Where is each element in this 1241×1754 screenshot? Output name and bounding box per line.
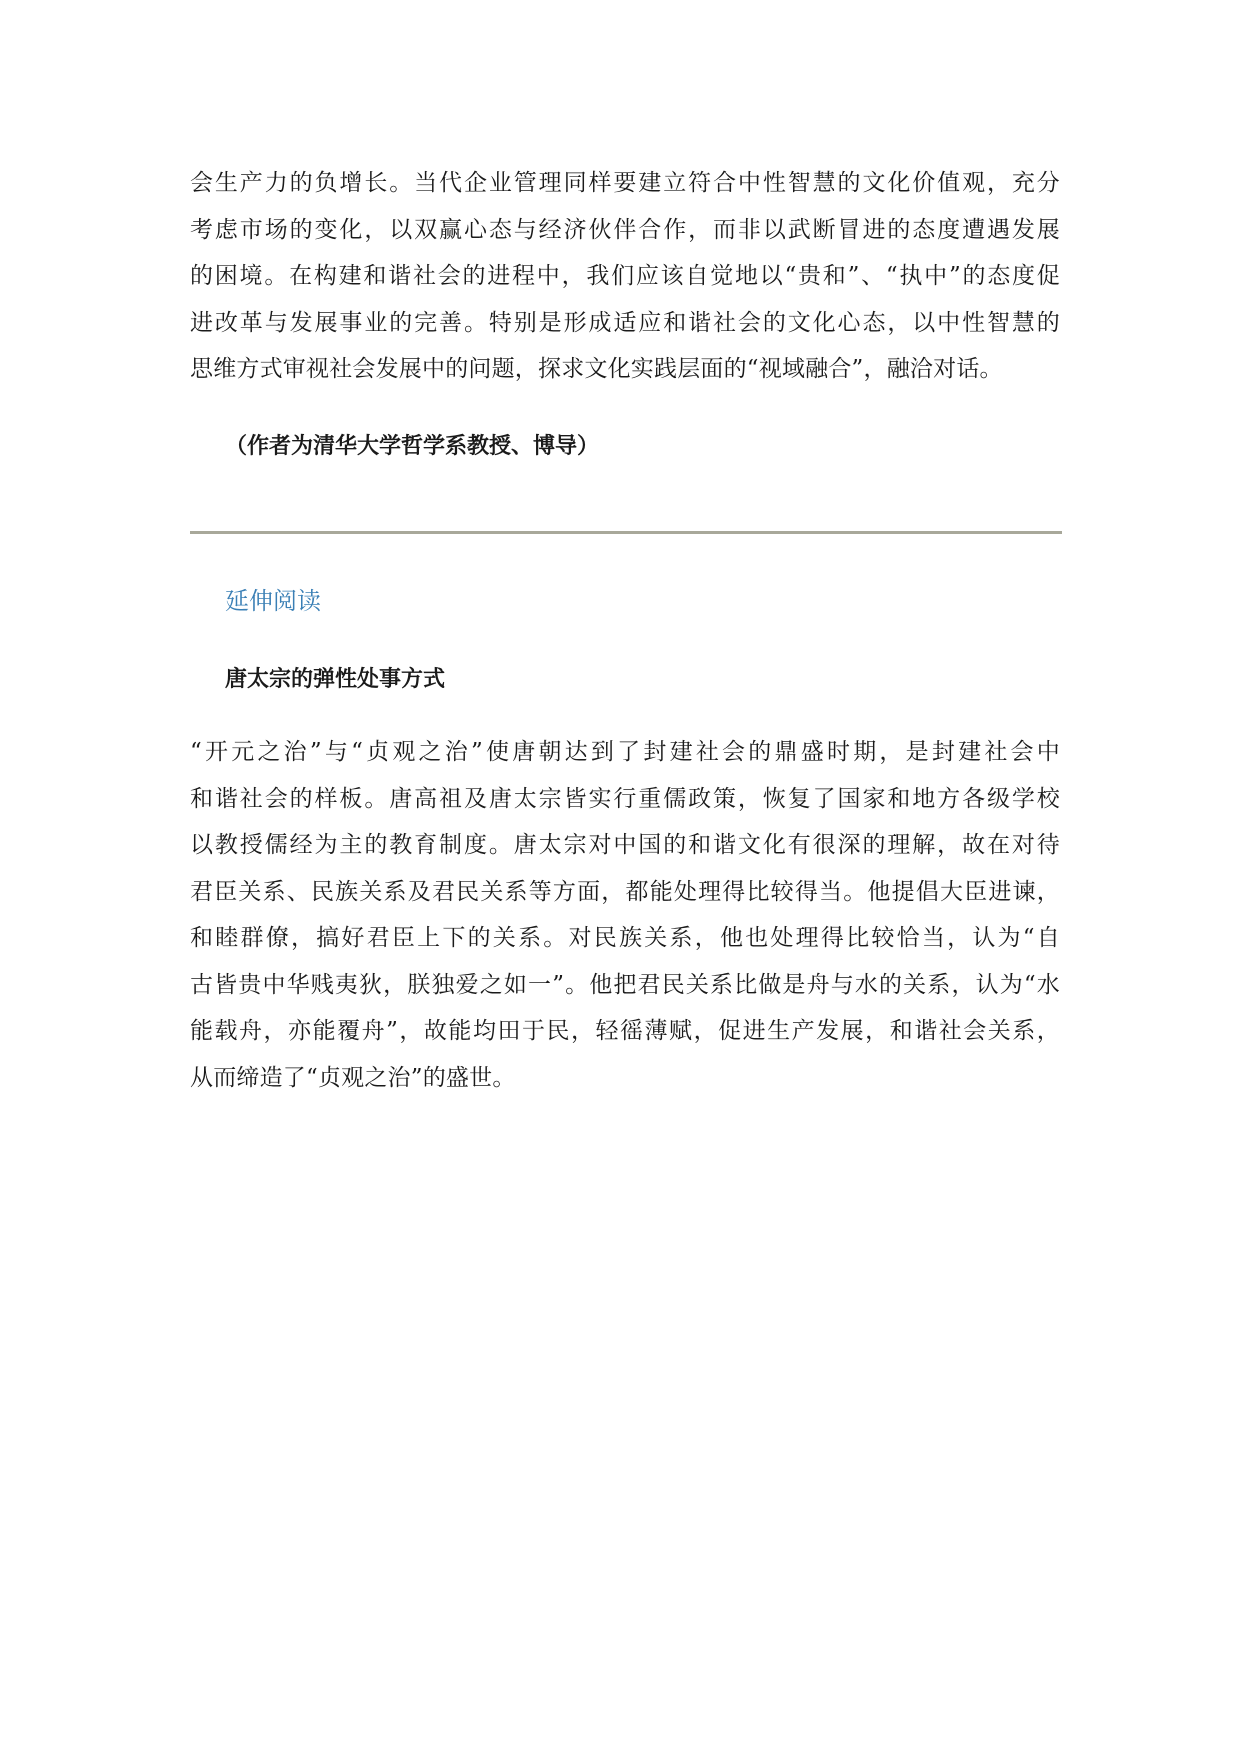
article-title: 唐太宗的弹性处事方式: [225, 667, 446, 692]
paragraph-line: 古皆贵中华贱夷狄，朕独爱之如一”。他把君民关系比做是舟与水的关系，认为“水: [190, 971, 1060, 998]
author-note: （作者为清华大学哲学系教授、博导）: [225, 434, 600, 459]
section-divider: [190, 531, 1062, 534]
intro-paragraph: [190, 160, 1060, 393]
paragraph-line: 会生产力的负增长。当代企业管理同样要建立符合中性智慧的文化价值观，充分: [190, 170, 1060, 196]
story-paragraph: [190, 729, 1060, 1101]
paragraph-line: “开元之治”与“贞观之治”使唐朝达到了封建社会的鼎盛时期，是封建社会中: [190, 739, 1060, 765]
paragraph-line: 能载舟，亦能覆舟”，故能均田于民，轻徭薄赋，促进生产发展，和谐社会关系，: [190, 1018, 1060, 1044]
paragraph-line: 进改革与发展事业的完善。特别是形成适应和谐社会的文化心态，以中性智慧的: [190, 309, 1060, 336]
paragraph-line: 的困境。在构建和谐社会的进程中，我们应该自觉地以“贵和”、“执中”的态度促: [190, 263, 1060, 289]
paragraph-line: 君臣关系、民族关系及君民关系等方面，都能处理得比较得当。他提倡大臣进谏，: [190, 878, 1060, 905]
paragraph-line: 和谐社会的样板。唐高祖及唐太宗皆实行重儒政策，恢复了国家和地方各级学校: [190, 785, 1060, 812]
paragraph-line: 思维方式审视社会发展中的问题，探求文化实践层面的“视域融合”，融洽对话。: [190, 356, 1003, 382]
paragraph-line: 考虑市场的变化，以双赢心态与经济伙伴合作，而非以武断冒进的态度遭遇发展: [190, 216, 1060, 243]
paragraph-line: 以教授儒经为主的教育制度。唐太宗对中国的和谐文化有很深的理解，故在对待: [190, 832, 1060, 858]
paragraph-line: 和睦群僚，搞好君臣上下的关系。对民族关系，他也处理得比较恰当，认为“自: [190, 925, 1060, 951]
paragraph-line: 从而缔造了“贞观之治”的盛世。: [190, 1064, 516, 1091]
further-reading-heading: 延伸阅读: [225, 587, 321, 615]
